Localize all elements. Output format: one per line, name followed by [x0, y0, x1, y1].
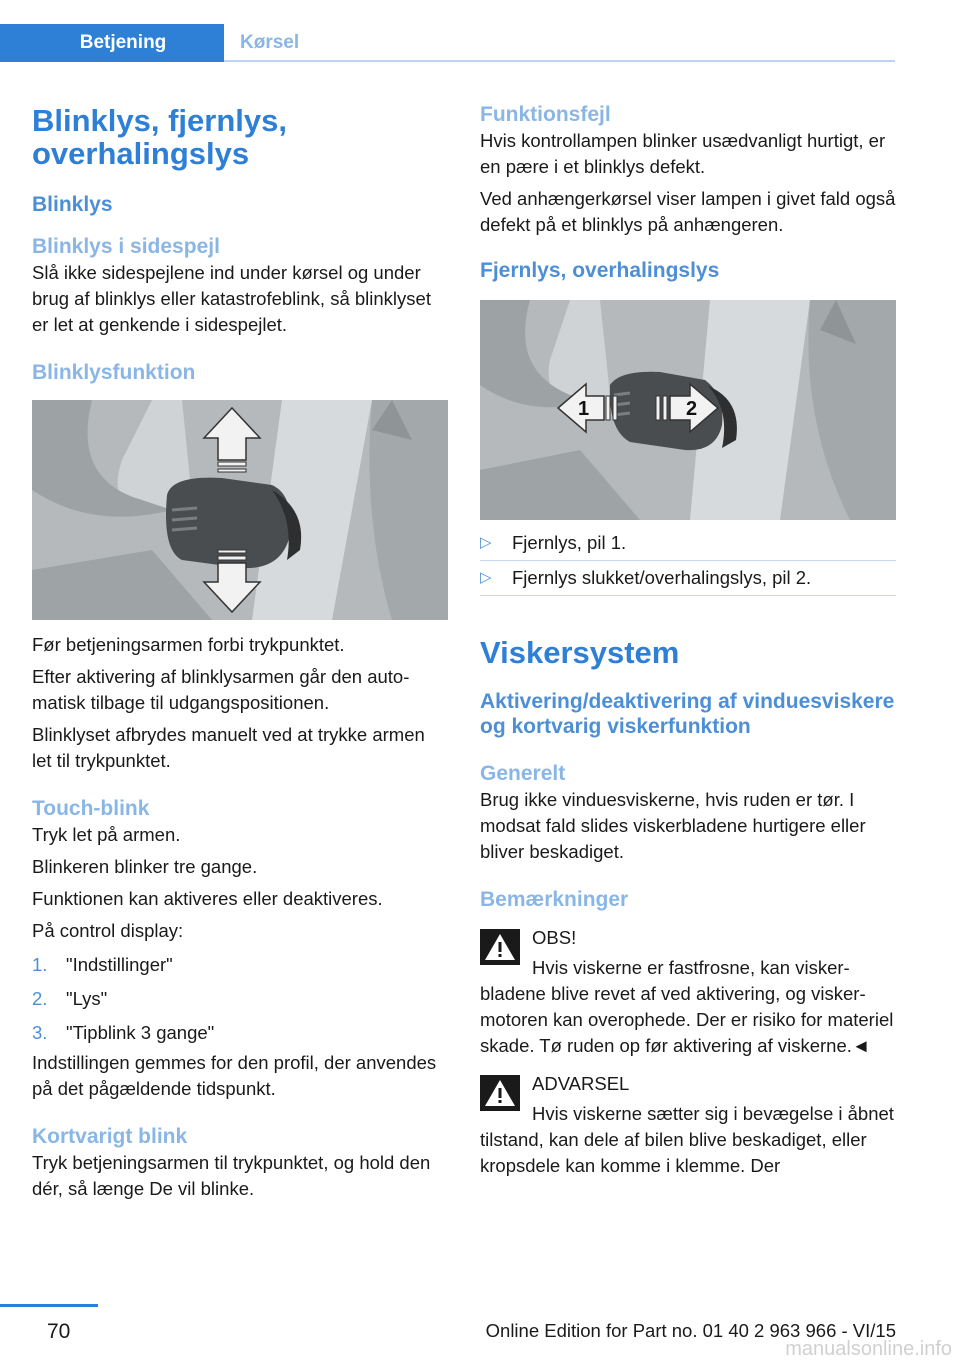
tab-korsel[interactable]: Kørsel — [240, 32, 300, 53]
text-forbi: Før betjeningsarmen forbi trykpunktet. — [32, 634, 345, 655]
warning-text-advarsel: Hvis viskerne sætter sig i bevægelse i åbnet tilstand, kan dele af bilen blive beskadiget, eller kropsdele kan komme i klemme. Der — [480, 1103, 894, 1176]
turn-signal-lever-photo — [32, 400, 448, 620]
warning-advarsel — [480, 1071, 896, 1179]
high-beam-list — [480, 526, 896, 596]
bullet-triangle-icon: ▷ — [480, 569, 492, 586]
heading-kortvarigt-blink: Kortvarigt blink — [32, 1125, 188, 1148]
right-column — [480, 100, 896, 1179]
section-title: Blinklys, fjernlys, overhalingslys — [32, 103, 287, 171]
text-indstilling: Indstillingen gemmes for den profil, der anvendes på det pågældende tidspunkt. — [32, 1052, 437, 1099]
heading-generelt: Generelt — [480, 762, 566, 785]
heading-touch-blink: Touch-blink — [32, 797, 150, 820]
text-afbrydes: Blinklyset afbrydes manuelt ved at trykke armen let til trykpunktet. — [32, 724, 425, 771]
arrow-label-1: 1 — [578, 398, 590, 420]
text-fejl-2: Ved anhængerkørsel viser lampen i givet fald også defekt på et blinklys på anhængeren. — [480, 188, 896, 235]
text-generelt: Brug ikke vinduesviskerne, hvis ruden er tør. I modsat fald slides viskerbladene hurtigere eller bliver beskadiget. — [480, 789, 866, 862]
high-beam-lever-photo — [480, 300, 896, 520]
list-item: 1. "Indstillinger" — [32, 954, 173, 975]
list-item: 2. "Lys" — [32, 988, 108, 1009]
text-fejl-1: Hvis kontrollampen blinker usædvanligt hurtigt, er en pære i et blinklys defekt. — [480, 130, 886, 177]
warning-triangle-icon — [480, 929, 520, 965]
list-item: ▷ Fjernlys, pil 1. — [480, 526, 896, 561]
warning-obs — [480, 925, 896, 1059]
text-efter: Efter aktivering af blinklysarmen går den automatisk tilbage til udgangspositionen. — [32, 666, 410, 713]
footer-edition: Online Edition for Part no. 01 40 2 963 966 - VI/15 — [485, 1320, 896, 1341]
heading-blinklys: Blinklys — [32, 193, 113, 216]
heading-sidespejl: Blinklys i sidespejl — [32, 235, 220, 258]
heading-bemaerkninger: Bemærkninger — [480, 888, 629, 911]
heading-aktivering: Aktivering/deaktivering af vinduesviskere og kortvarig viskerfunktion — [480, 690, 895, 738]
tab-betjening[interactable]: Betjening — [0, 24, 224, 62]
tab-divider — [224, 60, 895, 62]
arrow-label-2: 2 — [686, 398, 698, 420]
page-number: 70 — [47, 1320, 71, 1343]
steps-list — [32, 952, 448, 1046]
text-tryk: Tryk let på armen. — [32, 824, 181, 845]
heading-blinklysfunktion: Blinklysfunktion — [32, 361, 196, 384]
warning-triangle-icon — [480, 1075, 520, 1111]
heading-funktionsfejl: Funktionsfejl — [480, 103, 611, 126]
heading-fjernlys: Fjernlys, overhalingslys — [480, 259, 720, 282]
turn-signal-illustration — [32, 400, 448, 620]
footer-rule — [0, 1304, 98, 1307]
section-title-viskersystem: Viskersystem — [480, 635, 680, 670]
text-display: På control display: — [32, 920, 184, 941]
watermark: manualsonline.info — [785, 1338, 952, 1360]
left-column — [32, 100, 448, 1202]
bullet-triangle-icon: ▷ — [480, 534, 492, 551]
list-item: ▷ Fjernlys slukket/overhalingslys, pil 2. — [480, 561, 896, 596]
warning-label-advarsel: ADVARSEL — [532, 1073, 630, 1094]
header-tabs — [0, 24, 895, 64]
list-item: 3. "Tipblink 3 gange" — [32, 1022, 215, 1043]
warning-text-obs: Hvis viskerne er fastfrosne, kan viskerbladene blive revet af ved aktivering, og viskermotoren kan overophede. Der er risiko for materiel skade. Tø ruden op før aktivering af viskerne.◄ — [480, 957, 894, 1056]
text-aktiveres: Funktionen kan aktiveres eller deaktiveres. — [32, 888, 383, 909]
warning-label-obs: OBS! — [532, 927, 577, 948]
text-sidespejl: Slå ikke sidespejlene ind under kørsel og under brug af blinklys eller katastrofeblink, så blinklyset er let at genkende i sidespejlet. — [32, 262, 431, 335]
text-tre-gange: Blinkeren blinker tre gange. — [32, 856, 258, 877]
text-kortvarigt: Tryk betjeningsarmen til trykpunktet, og hold den dér, så længe De vil blinke. — [32, 1152, 431, 1199]
